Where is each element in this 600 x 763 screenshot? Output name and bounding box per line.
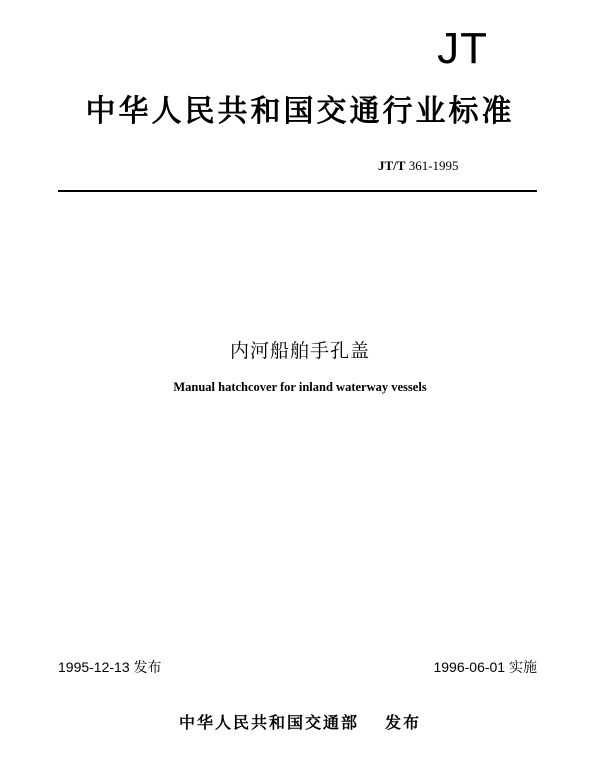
document-title-chinese: 内河船舶手孔盖	[229, 340, 370, 362]
document-title-english: Manual hatchcover for inland waterway vessels	[173, 380, 427, 394]
standard-number-prefix: JT/T	[378, 158, 406, 173]
effective-date: 1996-06-01 实施	[433, 659, 537, 675]
standard-code: JT	[437, 24, 488, 73]
publisher-line	[0, 710, 600, 733]
standard-number-value: 361-1995	[408, 158, 459, 173]
industry-standard-title: 中华人民共和国交通行业标准	[85, 94, 515, 129]
header-divider	[58, 190, 537, 192]
standard-number	[378, 158, 459, 174]
publish-action: 发布	[385, 713, 422, 732]
publisher-name: 中华人民共和国交通部	[178, 713, 359, 732]
issue-date: 1995-12-13 发布	[58, 659, 162, 675]
